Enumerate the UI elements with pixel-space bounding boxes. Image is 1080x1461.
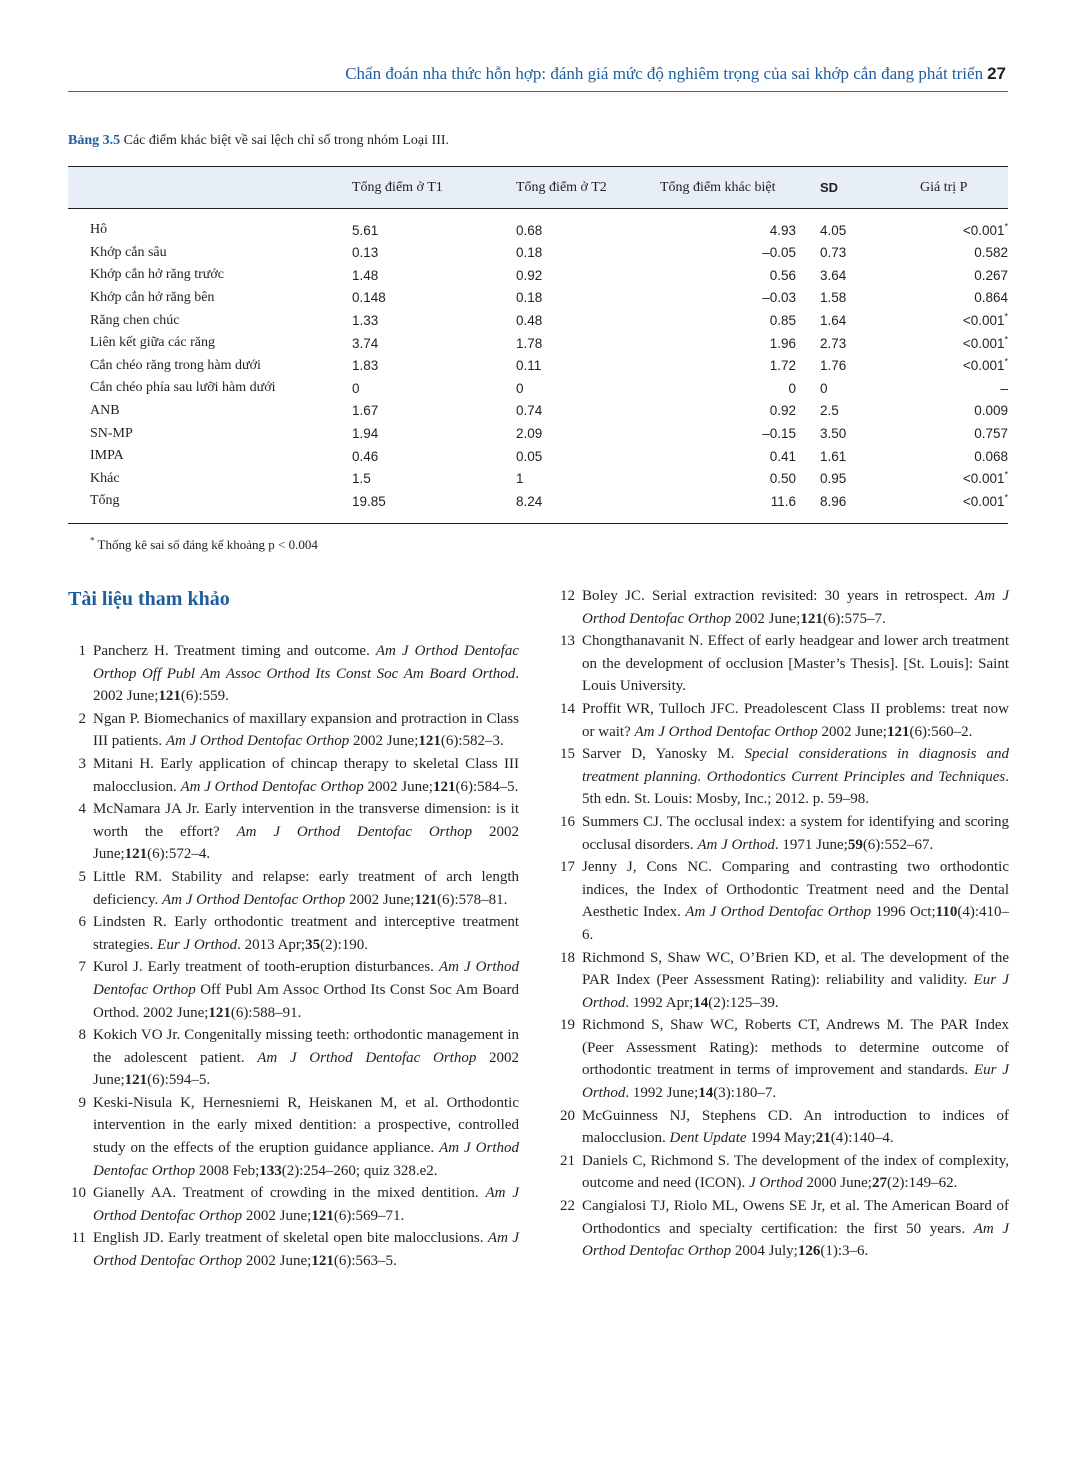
reference-item [68,798,519,866]
reference-item [68,640,519,708]
reference-text: Little RM. Stability and relapse: early treatment of arch length deficiency. Am J Orthod Dentofac Orthop 2002 June;121(6):578–81. [93,868,519,908]
table-cell: 0.267 [974,267,1008,283]
reference-item [557,1105,1009,1150]
table-cell: 0.148 [352,290,386,306]
reference-text: Summers CJ. The occlusal index: a system for identifying and scoring occlusal disorders. Am J Orthod. 1971 June;59(6):552–67. [582,813,1009,853]
reference-number: 8 [78,1027,86,1044]
table-cell: 2.09 [516,426,543,442]
table-cell: 3.64 [820,267,847,283]
reference-item [557,630,1009,698]
reference-item [557,947,1009,1015]
reference-number: 21 [560,1152,575,1169]
table-row [68,377,1008,400]
row-label: IMPA [90,448,124,464]
table-cell: 0.95 [820,471,847,487]
reference-number: 10 [71,1185,86,1202]
reference-number: 11 [71,1230,86,1247]
row-label: Khớp cắn sâu [90,244,167,260]
table-cell: 19.85 [336,490,486,523]
reference-item [557,585,1009,630]
table-cell: 1.83 [352,358,379,374]
table-cell: 0.05 [516,448,543,464]
page-number: 27 [987,64,1006,83]
table-row [68,490,1008,523]
table-cell: 0.582 [974,245,1008,261]
reference-text: Cangialosi TJ, Riolo ML, Owens SE Jr, et al. The American Board of Orthodontics and specialty certification: the first 50 years. Am J Orthod Dentofac Orthop 2004 July;126(1):3–6. [582,1198,1010,1260]
table-row [68,287,1008,310]
row-label: ANB [90,402,120,418]
table-cell: <0.001* [962,311,1008,329]
table-cell: 0.68 [516,222,543,238]
row-label: Răng chen chúc [90,312,180,328]
table-cell: 0.009 [974,403,1008,419]
reference-text: Richmond S, Shaw WC, O’Brien KD, et al. The development of the PAR Index (Peer Assessment Rating): reliability and validity. Eur J Orthod. 1992 Apr;14(2):125–39. [582,949,1009,1011]
reference-item [68,1092,519,1182]
table-cell: 5.61 [352,222,379,238]
table-cell: –0.15 [762,426,796,442]
table-row [68,209,1008,242]
reference-number: 12 [560,588,575,604]
reference-number: 7 [78,959,86,976]
table-cell: 4.05 [820,222,847,238]
table-cell: 0.50 [769,471,796,487]
row-label: Hô [90,222,108,238]
table-cell: <0.001* [962,334,1008,351]
table-cell: 4.93 [769,222,796,238]
reference-text: Sarver D, Yanosky M. Special considerations in diagnosis and treatment planning. Orthodontics Current Principles and Techniques. 5th edn. St. Louis: Mosby, Inc.; 2012. p. 59–98. [582,746,1009,808]
table-cell: –0.05 [762,245,796,261]
row-label: Tổng [68,490,336,523]
references-column-right [557,585,1009,1263]
reference-text: Daniels C, Richmond S. The development of the index of complexity, outcome and need (ICON). J Orthod 2000 June;27(2):149–62. [582,1152,1009,1192]
reference-text: McNamara JA Jr. Early intervention in the transverse dimension: is it worth the effort? Am J Orthod Dentofac Orthop 2002 June;121(6):572–4. [93,801,519,863]
table-row [68,445,1008,468]
table-cell: 0.92 [769,403,796,419]
table-cell: 0.18 [516,290,543,306]
table-row [68,309,1008,332]
table-cell: 0.864 [974,290,1008,306]
table-cell: 0.48 [516,313,543,329]
reference-item [68,866,519,911]
table-cell: 1.67 [352,403,379,419]
reference-item [557,1150,1009,1195]
reference-item [557,698,1009,743]
table-caption-text: Các điểm khác biệt về sai lệch chỉ số trong nhóm Loại III. [123,133,450,148]
table-cell: <0.001* [962,221,1008,238]
reference-text: Boley JC. Serial extraction revisited: 30 years in retrospect. Am J Orthod Dentofac Orthop 2002 June;121(6):575–7. [582,588,1009,627]
table-cell: 1.96 [769,335,796,351]
table-row [68,400,1008,423]
references-title: Tài liệu tham khảo [68,588,230,610]
reference-text: Ngan P. Biomechanics of maxillary expansion and protraction in Class III patients. Am J Orthod Dentofac Orthop 2002 June;121(6):582–3. [93,710,519,750]
reference-number: 1 [78,643,86,659]
table-cell: 1.5 [352,471,371,487]
table-cell: –0.03 [762,290,796,306]
reference-item [68,911,519,956]
table-cell: 1.58 [820,290,847,306]
running-title: Chẩn đoán nha thức hỗn hợp: đánh giá mức độ nghiêm trọng của sai khớp cắn đang phát triển [345,64,984,83]
reference-text: Gianelly AA. Treatment of crowding in the mixed dentition. Am J Orthod Dentofac Orthop 2002 June;121(6):569–71. [93,1185,519,1224]
table-row [68,332,1008,355]
table-cell: <0.001* [962,469,1008,487]
reference-item [557,811,1009,856]
table-cell: 0.92 [516,267,543,283]
table-cell: 0.18 [516,245,543,261]
reference-number: 20 [560,1107,575,1124]
table-row [68,354,1008,377]
reference-text: English JD. Early treatment of skeletal open bite malocclusions. Am J Orthod Dentofac Orthop 2002 June;121(6):563–5. [93,1230,520,1270]
reference-number: 17 [560,859,575,876]
reference-number: 5 [78,868,86,885]
table-cell: 0 [820,380,828,396]
row-label: Khớp cắn hở răng trước [90,267,224,283]
table-cell: 0.56 [769,267,796,283]
reference-text: McGuinness NJ, Stephens CD. An introduction to indices of malocclusion. Dent Update 1994 May;21(4):140–4. [582,1107,1009,1147]
row-label: SN-MP [90,425,133,441]
reference-number: 19 [560,1017,575,1034]
table-header-cell: Giá trị P [916,167,1008,209]
reference-item [557,1014,1009,1104]
reference-number: 3 [78,755,86,772]
reference-item [68,1182,519,1227]
reference-text: Kurol J. Early treatment of tooth-eruption disturbances. Am J Orthod Dentofac Orthop Off Publ Am Assoc Orthod Its Const Soc Am Board Orthod. 2002 June;121(6):588–91. [93,959,520,1021]
table-cell: 0.11 [516,358,542,374]
row-label: Khớp cắn hở răng bên [90,289,215,305]
table-cell: 0.41 [769,448,796,464]
table-header-row [68,167,1008,209]
table-cell: 1 [516,471,524,487]
table-row [68,422,1008,445]
reference-text: Chongthanavanit N. Effect of early headgear and lower arch treatment on the development of occlusion [Master’s Thesis]. [St. Louis]: Saint Louis University. [582,633,1009,695]
table-cell: <0.001* [962,356,1008,374]
table-cell: 11.6 [636,490,796,523]
reference-text: Kokich VO Jr. Congenitally missing teeth: orthodontic management in the adolescent patient. Am J Orthod Dentofac Orthop 2002 June;121(6):594–5. [93,1027,520,1089]
table-header-cell: Tổng điểm ở T1 [336,167,486,209]
table-cell: 1.78 [516,335,543,351]
reference-text: Mitani H. Early application of chincap therapy to skeletal Class III malocclusion. Am J Orthod Dentofac Orthop 2002 June;121(6):584–5. [93,755,519,795]
reference-number: 13 [560,633,575,650]
table-cell: <0.001* [916,490,1008,523]
table-cell: 1.64 [820,313,847,329]
table-cell: 0 [352,380,360,396]
table-cell: 2.5 [820,403,839,419]
table-cell: 0.74 [516,403,543,419]
table-cell: 3.74 [352,335,379,351]
table-cell: 3.50 [820,426,847,442]
reference-item [68,1024,519,1092]
table-cell: 0.73 [820,245,847,261]
table-caption-label: Bảng 3.5 [68,133,121,148]
table-cell: 8.96 [796,490,916,523]
table-header-cell: Tổng điểm khác biệt [636,167,796,209]
reference-number: 9 [78,1094,86,1111]
table-cell: 8.24 [486,490,636,523]
table-cell: 1.33 [352,313,379,329]
reference-text: Lindsten R. Early orthodontic treatment and interceptive treatment strategies. Eur J Orthod. 2013 Apr;35(2):190. [93,914,519,953]
table-cell: 1.48 [352,267,379,283]
table-cell: 0.068 [974,448,1008,464]
table-cell: 1.72 [769,358,796,374]
reference-number: 18 [560,949,575,966]
table-row [68,264,1008,287]
reference-number: 2 [78,710,86,727]
table-cell: 1.61 [820,448,847,464]
table-row [68,467,1008,490]
reference-text: Richmond S, Shaw WC, Roberts CT, Andrews M. The PAR Index (Peer Assessment Rating): methods to determine outcome of orthodontic treatment in terms of improvement and standards. Eur J Orthod. 1992 June;14(3):180–7. [582,1017,1009,1102]
table-cell: 0.85 [769,313,796,329]
reference-text: Keski-Nisula K, Hernesniemi R, Heiskanen M, et al. Orthodontic intervention in the early mixed dentition: a prospective, controlled study on the effects of the eruption guidance appliance. Am J Orthod Dentofac Orthop 2008 Feb;133(2):254–260; quiz 328.e2. [93,1094,519,1179]
reference-text: Proffit WR, Tulloch JFC. Preadolescent Class II problems: treat now or wait? Am J Orthod Dentofac Orthop 2002 June;121(6):560–2. [582,700,1009,740]
table-cell: – [1000,380,1008,396]
reference-item [557,1195,1009,1263]
reference-item [557,856,1009,946]
table-cell: 0.46 [352,448,379,464]
reference-item [68,753,519,798]
reference-number: 15 [560,746,575,763]
row-label: Khác [90,470,120,486]
reference-text: Pancherz H. Treatment timing and outcome. Am J Orthod Dentofac Orthop Off Publ Am Assoc Orthod Its Const Soc Am Board Orthod. 2002 June;121(6):559. [93,643,519,705]
table-body [68,209,1008,524]
references-column-left [68,640,519,1273]
table-header-cell: SD [796,167,916,209]
row-label: Cắn chéo phía sau lưỡi hàm dưới [90,380,276,396]
table-cell: 0.757 [974,426,1008,442]
running-header [68,64,1008,92]
reference-item [68,956,519,1024]
reference-number: 14 [560,700,575,717]
table-cell: 0.13 [352,245,379,261]
table-footnote: * Thống kê sai số đáng kể khoảng p < 0.004 [90,535,318,552]
reference-item [68,1227,519,1272]
table-header-cell: Tổng điểm ở T2 [486,167,636,209]
reference-item [68,708,519,753]
reference-text: Jenny J, Cons NC. Comparing and contrasting two orthodontic indices, the Index of Orthodontic Treatment need and the Dental Aesthetic Index. Am J Orthod Dentofac Orthop 1996 Oct;110(4):410–6. [582,859,1009,943]
reference-number: 22 [560,1198,575,1215]
table-cell: 1.76 [820,358,847,374]
reference-item [557,743,1009,811]
reference-number: 4 [78,801,86,818]
table-cell: 0 [516,380,524,396]
row-label: Liên kết giữa các răng [90,335,215,351]
table-cell: 0 [788,380,796,396]
table-cell: 1.94 [352,426,379,442]
row-label: Cắn chéo răng trong hàm dưới [90,357,261,373]
table-cell: 2.73 [820,335,847,351]
results-table [68,166,1008,524]
reference-number: 16 [560,813,575,830]
table-row [68,242,1008,265]
reference-number: 6 [78,914,86,931]
table-caption [68,133,449,149]
table-header-cell [68,167,336,209]
